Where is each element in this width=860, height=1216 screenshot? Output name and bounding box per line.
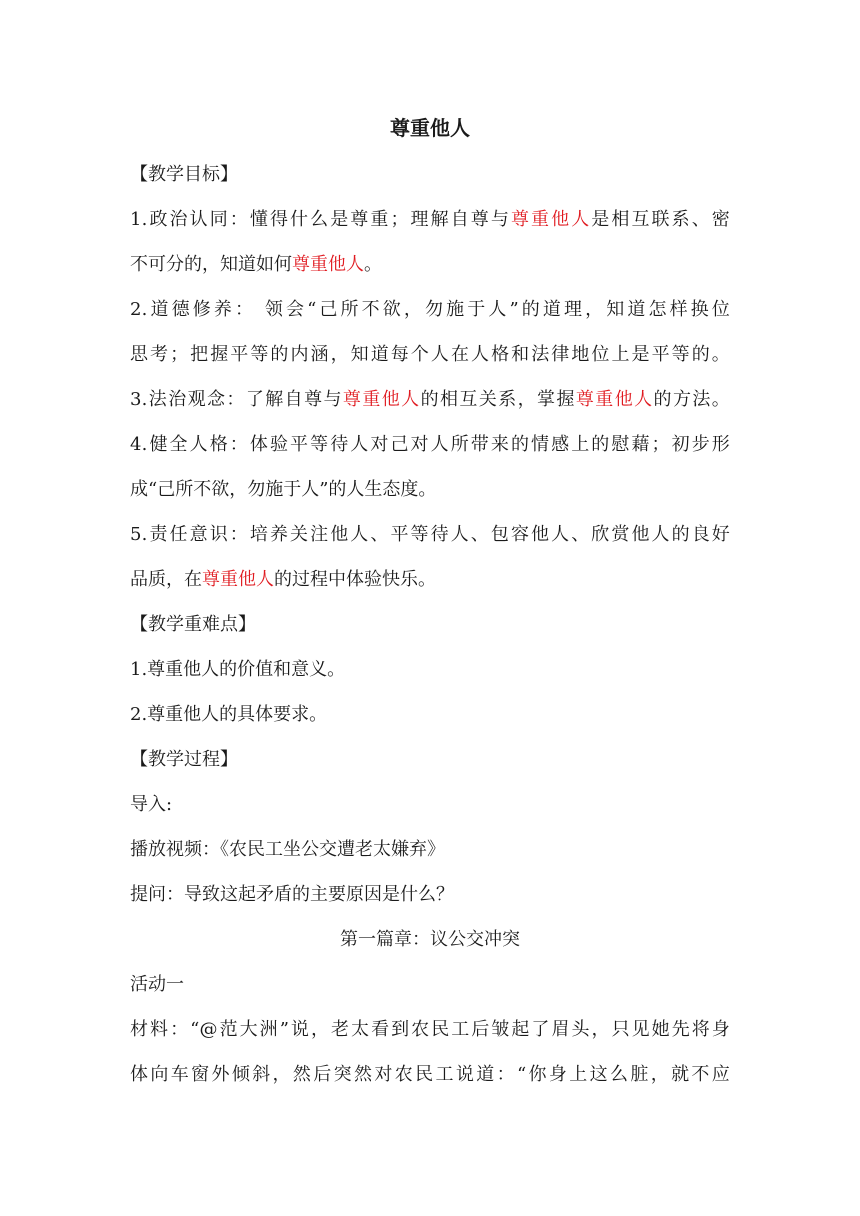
goal-1-highlight-2: 尊重他人 — [292, 254, 364, 275]
key-point-1: 1.尊重他人的价值和意义。 — [130, 659, 346, 680]
question-line: 提问：导致这起矛盾的主要原因是什么？ — [130, 884, 454, 905]
goal-4-line-2: 成“己所不欲，勿施于人”的人生态度。 — [130, 479, 437, 500]
goal-3-text-a: 3.法治观念：了解自尊与 — [130, 389, 343, 410]
chapter-heading: 第一篇章：议公交冲突 — [340, 929, 520, 950]
document-title: 尊重他人 — [390, 116, 470, 140]
material-line-1: 材料：“@范大洲”说，老太看到农民工后皱起了眉头，只见她先将身 — [130, 1019, 730, 1040]
goal-3-line — [130, 377, 730, 422]
goal-3-text-b: 的相互关系，掌握 — [420, 389, 576, 410]
section-heading-process: 【教学过程】 — [130, 749, 238, 770]
document-body — [130, 108, 730, 1097]
intro-label: 导入: — [130, 794, 173, 815]
material-line-2: 体向车窗外倾斜，然后突然对农民工说道：“你身上这么脏，就不应 — [130, 1064, 730, 1085]
goal-5-line-2 — [130, 557, 730, 602]
goal-3-highlight-1: 尊重他人 — [342, 389, 421, 410]
goal-3-highlight-2: 尊重他人 — [575, 389, 654, 410]
goal-5-text-end: 的过程中体验快乐。 — [274, 569, 436, 590]
section-heading-key-points: 【教学重难点】 — [130, 614, 256, 635]
goal-2-line-1: 2.道德修养： 领会“己所不欲，勿施于人”的道理，知道怎样换位 — [130, 299, 730, 320]
goal-1-text-2-end: 。 — [364, 254, 382, 275]
section-heading-goals: 【教学目标】 — [130, 164, 238, 185]
goal-1-text-2: 不可分的，知道如何 — [130, 254, 292, 275]
goal-1-line-2 — [130, 242, 730, 287]
goal-1-highlight: 尊重他人 — [510, 209, 592, 230]
key-point-2: 2.尊重他人的具体要求。 — [130, 704, 328, 725]
goal-2-line-2: 思考；把握平等的内涵，知道每个人在人格和法律地位上是平等的。 — [130, 344, 730, 365]
goal-3-text-c: 的方法。 — [653, 389, 730, 410]
activity-label: 活动一 — [130, 974, 184, 995]
goal-5-text: 品质，在 — [130, 569, 202, 590]
goal-5-highlight: 尊重他人 — [202, 569, 274, 590]
video-line: 播放视频：《农民工坐公交遭老太嫌弃》 — [130, 839, 445, 860]
goal-1-line-1 — [130, 197, 730, 242]
goal-4-line-1: 4.健全人格：体验平等待人对己对人所带来的情感上的慰藉；初步形 — [130, 434, 730, 455]
goal-1-text: 1.政治认同：懂得什么是尊重；理解自尊与 — [130, 209, 511, 230]
goal-5-line-1: 5.责任意识：培养关注他人、平等待人、包容他人、欣赏他人的良好 — [130, 524, 730, 545]
goal-1-text-end: 是相互联系、密 — [591, 209, 730, 230]
